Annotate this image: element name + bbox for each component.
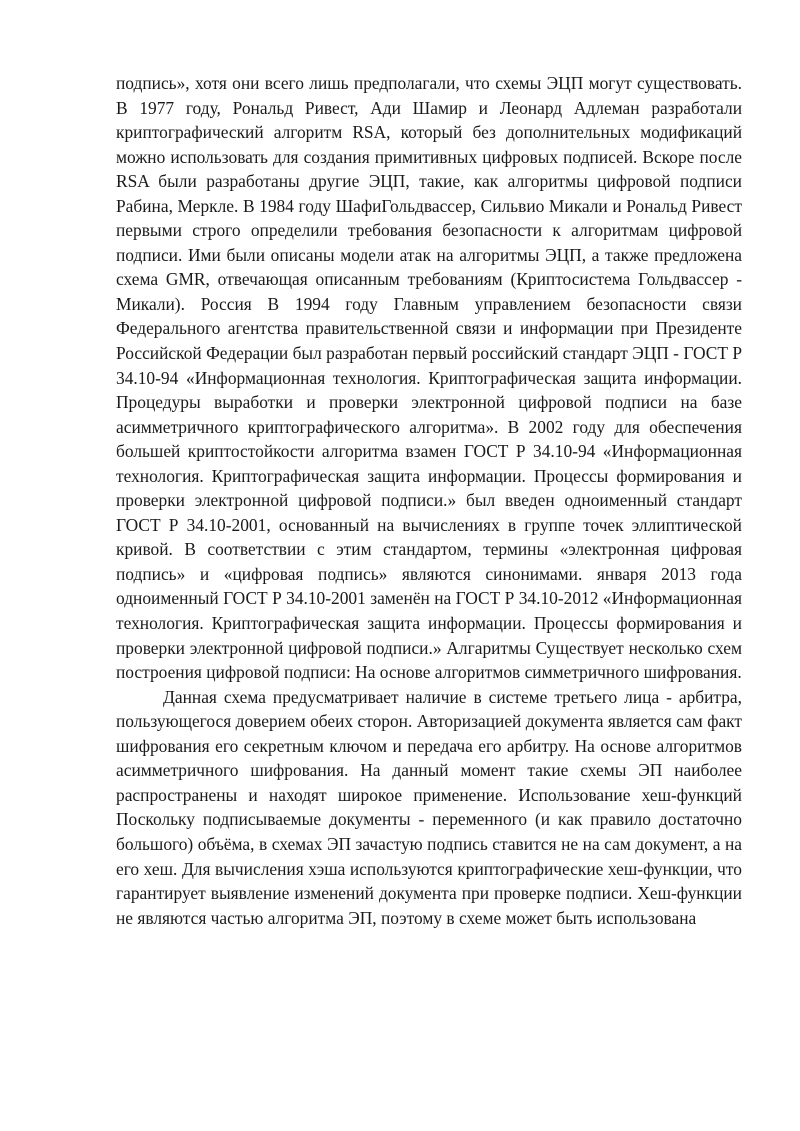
paragraph-history: подпись», хотя они всего лишь предполагали, что схемы ЭЦП могут существовать. В 1977 году, Рональд Ривест, Ади Шамир и Леонард Адлеман разработали криптографический алгоритм RSA, который без дополнительных модификаций можно использовать для создания примитивных цифровых подписей. Вскоре после RSA были разработаны другие ЭЦП, такие, как алгоритмы цифровой подписи Рабина, Меркле. В 1984 году ШафиГольдвассер, Сильвио Микали и Рональд Ривест первыми строго определили требования безопасности к алгоритмам цифровой подписи. Ими были описаны модели атак на алгоритмы ЭЦП, а также предложена схема GMR, отвечающая описанным требованиям (Криптосистема Гольдвассер - Микали). Россия В 1994 году Главным управлением безопасности связи Федерального агентства правительственной связи и информации при Президенте Российской Федерации был разработан первый российский стандарт ЭЦП - ГОСТ Р 34.10-94 «Информационная технология. Криптографическая защита информации. Процедуры выработки и проверки электронной цифровой подписи на базе асимметричного криптографического алгоритма». В 2002 году для обеспечения большей криптостойкости алгоритма взамен ГОСТ Р 34.10-94 «Информационная технология. Криптографическая защита информации. Процессы формирования и проверки электронной цифровой подписи.» был введен одноименный стандарт ГОСТ Р 34.10-2001, основанный на вычислениях в группе точек эллиптической кривой. В соответствии с этим стандартом, термины «электронная цифровая подпись» и «цифровая подпись» являются синонимами. января 2013 года одноименный ГОСТ Р 34.10-2001 заменён на ГОСТ Р 34.10-2012 «Информационная технология. Криптографическая защита информации. Процессы формирования и проверки электронной цифровой подписи.» Алгаритмы Существует несколько схем построения цифровой подписи: На основе алгоритмов симметричного шифрования. (116, 73, 742, 683)
paragraph-schemes: Данная схема предусматривает наличие в системе третьего лица - арбитра, пользующегося доверием обеих сторон. Авторизацией документа является сам факт шифрования его секретным ключом и передача его арбитру. На основе алгоритмов асимметричного шифрования. На данный момент такие схемы ЭП наиболее распространены и находят широкое применение. Использование хеш-функций Поскольку подписываемые документы - переменного (и как правило достаточно большого) объёма, в схемах ЭП зачастую подпись ставится не на сам документ, а на его хеш. Для вычисления хэша используются криптографические хеш-функции, что гарантирует выявление изменений документа при проверке подписи. Хеш-функции не являются частью алгоритма ЭП, поэтому в схеме может быть использована (116, 686, 742, 928)
